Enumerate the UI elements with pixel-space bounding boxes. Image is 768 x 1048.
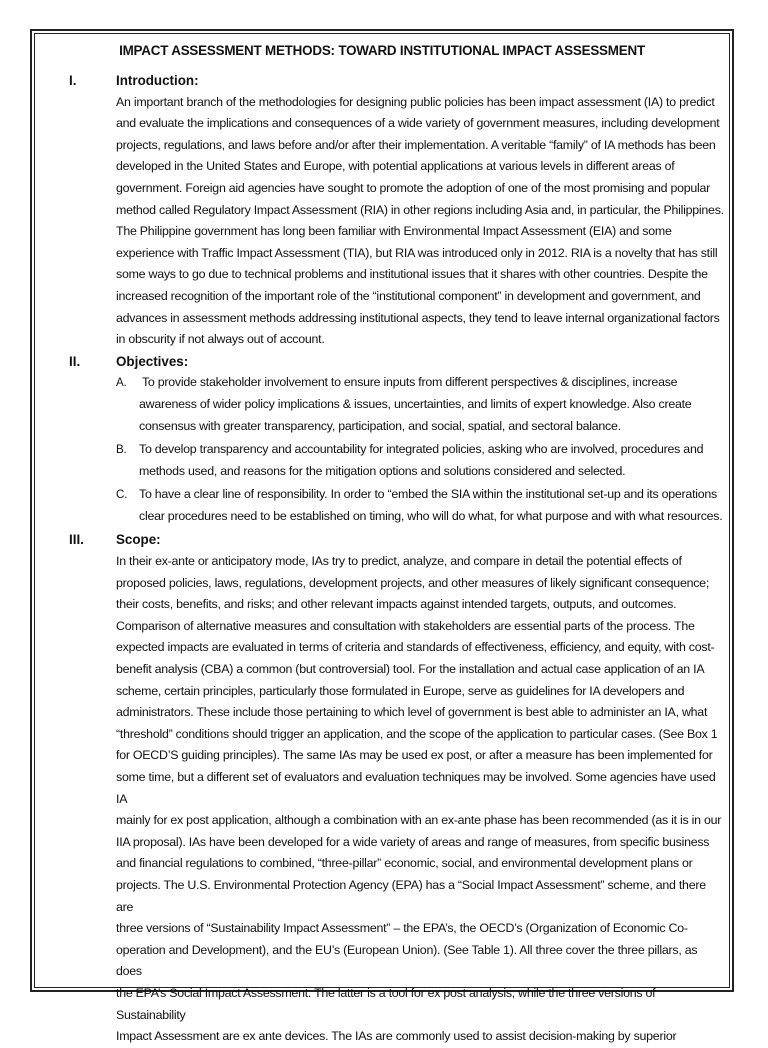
document-title: IMPACT ASSESSMENT METHODS: TOWARD INSTITUTIONAL IMPACT ASSESSMENT <box>119 43 645 58</box>
section-objectives <box>38 351 726 528</box>
document-content <box>38 40 726 1044</box>
introduction-paragraph <box>116 92 726 351</box>
text-line: government. Foreign aid agencies have sought to promote the adoption of one of the most promising and popular <box>116 180 711 195</box>
section-title: Introduction: <box>116 73 199 88</box>
section-title: Scope: <box>116 532 161 548</box>
text-line: method called Regulatory Impact Assessment (RIA) in other regions including Asia and, in particular, the Philippines. <box>116 202 724 217</box>
text-line: developed in the United States and Europe, with potential applications at various levels in different areas of <box>116 159 675 174</box>
text-line: and financial regulations to combined, “three-pillar” economic, social, and environmental development plans or <box>116 856 693 871</box>
section-title: Objectives: <box>116 353 189 369</box>
scope-paragraph <box>116 551 726 1048</box>
text-line: administrators. These include those pertaining to which level of government is best able to administer an IA, what <box>116 705 708 720</box>
list-marker: C. <box>116 488 128 502</box>
text-line: An important branch of the methodologies for designing public policies has been impact assessment (IA) to predict <box>116 94 715 109</box>
text-line: operation and Development), and the EU’s (European Union). (See Table 1). All three cover the three pillars, as does <box>116 942 698 979</box>
section-numeral: II. <box>69 353 81 369</box>
text-line: projects. The U.S. Environmental Protection Agency (EPA) has a “Social Impact Assessment” scheme, and there are <box>116 877 706 914</box>
text-line: IIA proposal). IAs have been developed for a wide variety of areas and range of measures, from specific business <box>116 834 710 849</box>
text-line: To have a clear line of responsibility. In order to “embed the SIA within the institutional set-up and its operations <box>139 487 717 502</box>
list-item-text <box>139 372 726 437</box>
text-line: some time, but a different set of evaluators and evaluation techniques may be involved. Some agencies have used IA <box>116 770 716 806</box>
section-scope <box>38 529 726 1047</box>
text-line: benefit analysis (CBA) a common (but controversial) tool. For the installation and actual case application of an IA <box>116 662 705 677</box>
list-item <box>116 372 726 437</box>
text-line: “threshold” conditions should trigger an application, and the scope of the application to particular cases. (See Box 1 <box>116 726 718 741</box>
list-marker: B. <box>116 443 127 457</box>
list-marker: A. <box>116 376 127 390</box>
text-line: In their ex-ante or anticipatory mode, IAs try to predict, analyze, and compare in detail the potential effects of <box>116 554 682 569</box>
text-line: Comparison of alternative measures and consultation with stakeholders are essential parts of the process. The <box>116 618 695 633</box>
list-item-text <box>139 484 726 527</box>
text-line: three versions of “Sustainability Impact Assessment” – the EPA’s, the OECD’s (Organization of Economic Co- <box>116 921 688 936</box>
text-line: awareness of wider policy implications & issues, uncertainties, and limits of expert knowledge. Also create <box>139 396 692 411</box>
text-line: Impact Assessment are ex ante devices. The IAs are commonly used to assist decision-making by superior <box>116 1029 677 1044</box>
list-item-text <box>139 439 726 482</box>
section-numeral: I. <box>69 73 77 88</box>
text-line: some ways to go due to technical problems and institutional issues that it shares with other countries. Despite the <box>116 267 708 282</box>
list-item <box>116 484 726 527</box>
list-item <box>116 439 726 482</box>
text-line: advances in assessment methods addressing institutional aspects, they tend to leave internal organizational factors <box>116 310 720 325</box>
text-line: increased recognition of the important role of the “institutional component” in development and government, and <box>116 288 701 303</box>
text-line: To develop transparency and accountability for integrated policies, asking who are involved, procedures and <box>139 442 704 457</box>
text-line: expected impacts are evaluated in terms of criteria and standards of effectiveness, efficiency, and equity, with cost- <box>116 640 715 655</box>
text-line: for OECD’S guiding principles). The same IAs may be used ex post, or after a measure has been implemented for <box>116 748 713 763</box>
section-heading <box>38 529 726 551</box>
text-line: methods used, and reasons for the mitigation options and solutions considered and selected. <box>139 463 626 478</box>
text-line: clear procedures need to be established on timing, who will do what, for what purpose and with what resources. <box>139 508 723 523</box>
text-line: the EPA’s Social Impact Assessment. The latter is a tool for ex post analysis, while the three versions of Sustainability <box>116 985 656 1022</box>
text-line: and evaluate the implications and consequences of a wide variety of government measures, including development <box>116 116 720 131</box>
section-heading <box>38 70 726 92</box>
text-line: consensus with greater transparency, participation, and social, spatial, and sectoral balance. <box>139 418 621 433</box>
section-heading <box>38 351 726 373</box>
section-numeral: III. <box>69 532 84 548</box>
text-line: in obscurity if not always out of account. <box>116 332 325 347</box>
text-line: experience with Traffic Impact Assessment (TIA), but RIA was introduced only in 2012. RIA is a novelty that has still <box>116 245 718 260</box>
text-line: The Philippine government has long been familiar with Environmental Impact Assessment (EIA) and some <box>116 224 672 239</box>
text-line: their costs, benefits, and risks; and other relevant impacts against intended targets, outputs, and outcomes. <box>116 597 677 612</box>
text-line: projects, regulations, and laws before and/or after their implementation. A veritable “family” of IA methods has been <box>116 137 716 152</box>
text-line: scheme, certain principles, particularly those formulated in Europe, serve as guidelines for IA developers and <box>116 683 685 698</box>
text-line: mainly for ex post application, although a combination with an ex-ante phase has been recommended (as it is in our <box>116 813 722 828</box>
text-line: To provide stakeholder involvement to ensure inputs from different perspectives & disciplines, increase <box>139 375 678 390</box>
text-line: proposed policies, laws, regulations, development projects, and other measures of likely significant consequence; <box>116 575 710 590</box>
objectives-list <box>38 372 726 527</box>
section-introduction <box>38 70 726 351</box>
